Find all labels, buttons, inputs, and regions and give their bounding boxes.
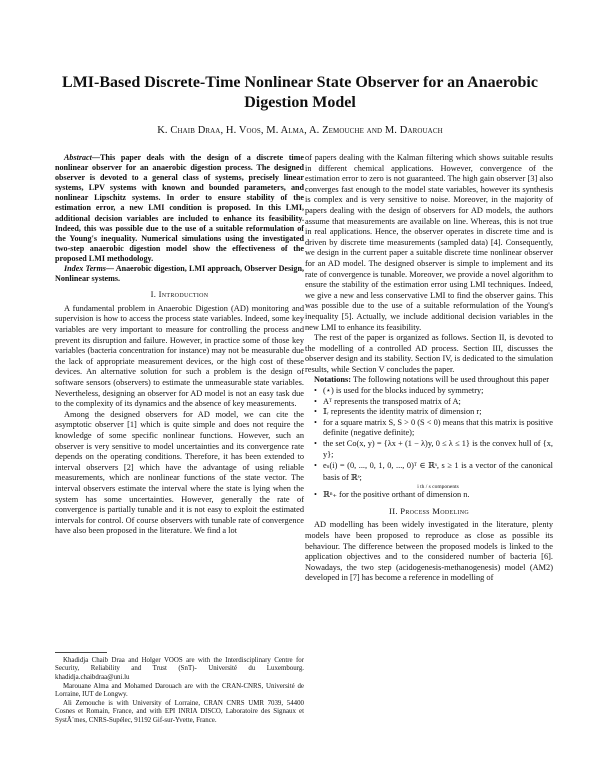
- footnote-1: Khadidja Chaib Draa and Holger VOOS are with the Interdisciplinary Centre for Security, Reliability and Trust (SnT)- Université du Luxembourg. khadidja.chaibdraa@uni.lu: [55, 657, 304, 681]
- index-terms-text: — Anaerobic digestion, LMI approach, Observer Design, Nonlinear systems.: [55, 264, 304, 284]
- section-heading-introduction: I. Introduction: [150, 289, 209, 300]
- footnote-2: Marouane Alma and Mohamed Darouach are with the CRAN-CNRS, Université de Lorraine, IUT de Longwy.: [55, 682, 304, 699]
- abstract-text: —This paper deals with the design of a discrete time nonlinear observer for an anaerobic digestion process. The designed observer is devoted to a general class of systems, precisely linear systems, LPV systems with known and bounded parameters, and nonlinear Lipschitz systems. In order to ensure stability of the estimation error, a new LMI condition is proposed. In this LMI, additional decision variables are included to enhance its feasibility. Indeed, this was possible due to the use of a suitable reformulation of the Young's inequality. Numerical simulations using the investigated two-step anaerobic digestion model show the effectiveness of the proposed LMI methodology.: [55, 153, 304, 263]
- notations-label: Notations:: [314, 375, 352, 385]
- footnotes: [55, 657, 304, 726]
- left-column: [55, 153, 304, 537]
- section-heading-process-modeling: II. Process Modeling: [389, 505, 469, 516]
- notation-item: • ℝⁿ₊ for the positive orthant of dimension n.: [314, 490, 553, 501]
- brace-bottom-label: s components: [428, 484, 459, 491]
- footnote-rule: [55, 652, 107, 653]
- intro-paragraph-1: A fundamental problem in Anaerobic Digestion (AD) monitoring and supervision is how to access the process state variables. Indeed, some key variables are very important to measure for controlling the process and prevent its disruption and failure. However, in practice some of those key variables (bacteria concentration for instance) may not be measurable due the lack of appropriate measurement devices, or the high cost of these devices. An alternative solution for such a problem is the design of software sensors (observers) to estimate the unmeasurable state variables. Nevertheless, designing an observer for AD model is not an easy task due to the complexity of its dynamics and the absence of key measurements.: [55, 303, 304, 409]
- notations-intro: The following notations will be used throughout this paper: [351, 375, 550, 385]
- notation-item: • Aᵀ represents the transposed matrix of A;: [314, 397, 553, 408]
- notation-item: • (⋆) is used for the blocks induced by symmetry;: [314, 386, 553, 397]
- brace-top-label: i th: [417, 484, 425, 491]
- paper-title: [40, 73, 560, 113]
- index-terms-label: Index Terms: [64, 264, 106, 274]
- abstract-label: Abstract: [64, 153, 92, 162]
- notation-item: • 𝕀ᵣ represents the identity matrix of dimension r;: [314, 407, 553, 418]
- author-list: K. Chaib Draa, H. Voos, M. Alma, A. Zemouche and M. Darouach: [157, 125, 443, 136]
- notation-item: • the set Co(x, y) = {λx + (1 − λ)y, 0 ≤ λ ≤ 1} is the convex hull of {x, y};: [314, 439, 553, 460]
- intro-paragraph-2: Among the designed observers for AD model, we can cite the asymptotic observer [1] which is quite simple and does not require the knowledge of some specific nonlinear functions. However, such an observer is very sensitive to model uncertainties and its convergence rate depends on the operating conditions. Therefore, it has been extended to interval observers [2] which have the advantage of using reliable measurements, which are nonlinear functions of the state vector. The interval observers estimate the interval where the state is lying when the system has some uncertainties. However, generally the rate of convergence is partially tunable and it is not easy to exploit the estimated intervals for control. Of course observers with tunable rate of convergence have also been proposed in the literature. We find a lot: [55, 409, 304, 536]
- notation-list: [305, 386, 553, 501]
- footnote-3: Ali Zemouche is with University of Lorraine, CRAN CNRS UMR 7039, 54400 Cosnes et Romain, France, and with EPI INRIA DISCO, Laboratoire des Signaux et SystÃ¨mes, CNRS-Supélec, 91192 Gif-sur-Yvette, France.: [55, 700, 304, 724]
- title-line-2: Digestion Model: [244, 94, 356, 111]
- right-paragraph-2: The rest of the paper is organized as follows. Section II, is devoted to the modelling of a controlled AD process. Section III, discusses the observer design and its stability. Section IV, is dedicated to the simulation results, while Section V concludes the paper.: [305, 333, 553, 374]
- notation-item: • eₛ(i) = (0, ..., 0, 1, 0, ..., 0)ᵀ ∈ ℝˢ, s ≥ 1 is a vector of the canonical basis of ℝˢ; i th / s components: [314, 460, 553, 490]
- right-paragraph-1: of papers dealing with the Kalman filtering which shows suitable results in different chemical applications. However, convergence of the estimation error to zero is not guaranteed. The high gain observer [3] also converges fast enough to the model state variables, however its synthesis is complex and is very sensitive to noise. Moreover, in the majority of papers dealing with the design of observers for AD models, the authors assume that measurements are available on line. Whereas, this is not true in real applications. Hence, the observer operates in discrete time and is driven by discrete time measurements (sampled data) [4]. Consequently, we design in the current paper a suitable discrete time nonlinear observer for an AD model. The designed observer is simple to implement and its rate of convergence is tunable. Moreover, we provide a novel algorithm to ensure the stability of the estimation error using LMI techniques. Indeed, we give a new and less conservative LMI to find the observer gains. This was possible due to the use of a suitable reformulation of the Young's inequality [5]. Actually, we include additional decision variables in the new LMI to enhance its feasibility.: [305, 153, 553, 332]
- title-line-1: LMI-Based Discrete-Time Nonlinear State Observer for an Anaerobic: [62, 74, 538, 91]
- abstract: [55, 153, 304, 284]
- notation-item-text: eₛ(i) = (0, ..., 0, 1, 0, ..., 0)ᵀ ∈ ℝˢ, s ≥ 1 is a vector of the canonical basis of ℝˢ;: [323, 461, 553, 483]
- right-column: [305, 153, 553, 584]
- modelling-paragraph-1: AD modelling has been widely investigated in the literature, plenty models have been proposed to reproduce as close as possible its behaviour. The difference between the proposed models is linked to the application objectives and to the considered number of bacteria [6]. Nowadays, the two step (acidogenesis-methanogenesis) model (AM2) developed in [7] has become a reference in modelling of: [305, 520, 553, 583]
- notation-item: • for a square matrix S, S > 0 (S < 0) means that this matrix is positive definite (negative definite);: [314, 418, 553, 439]
